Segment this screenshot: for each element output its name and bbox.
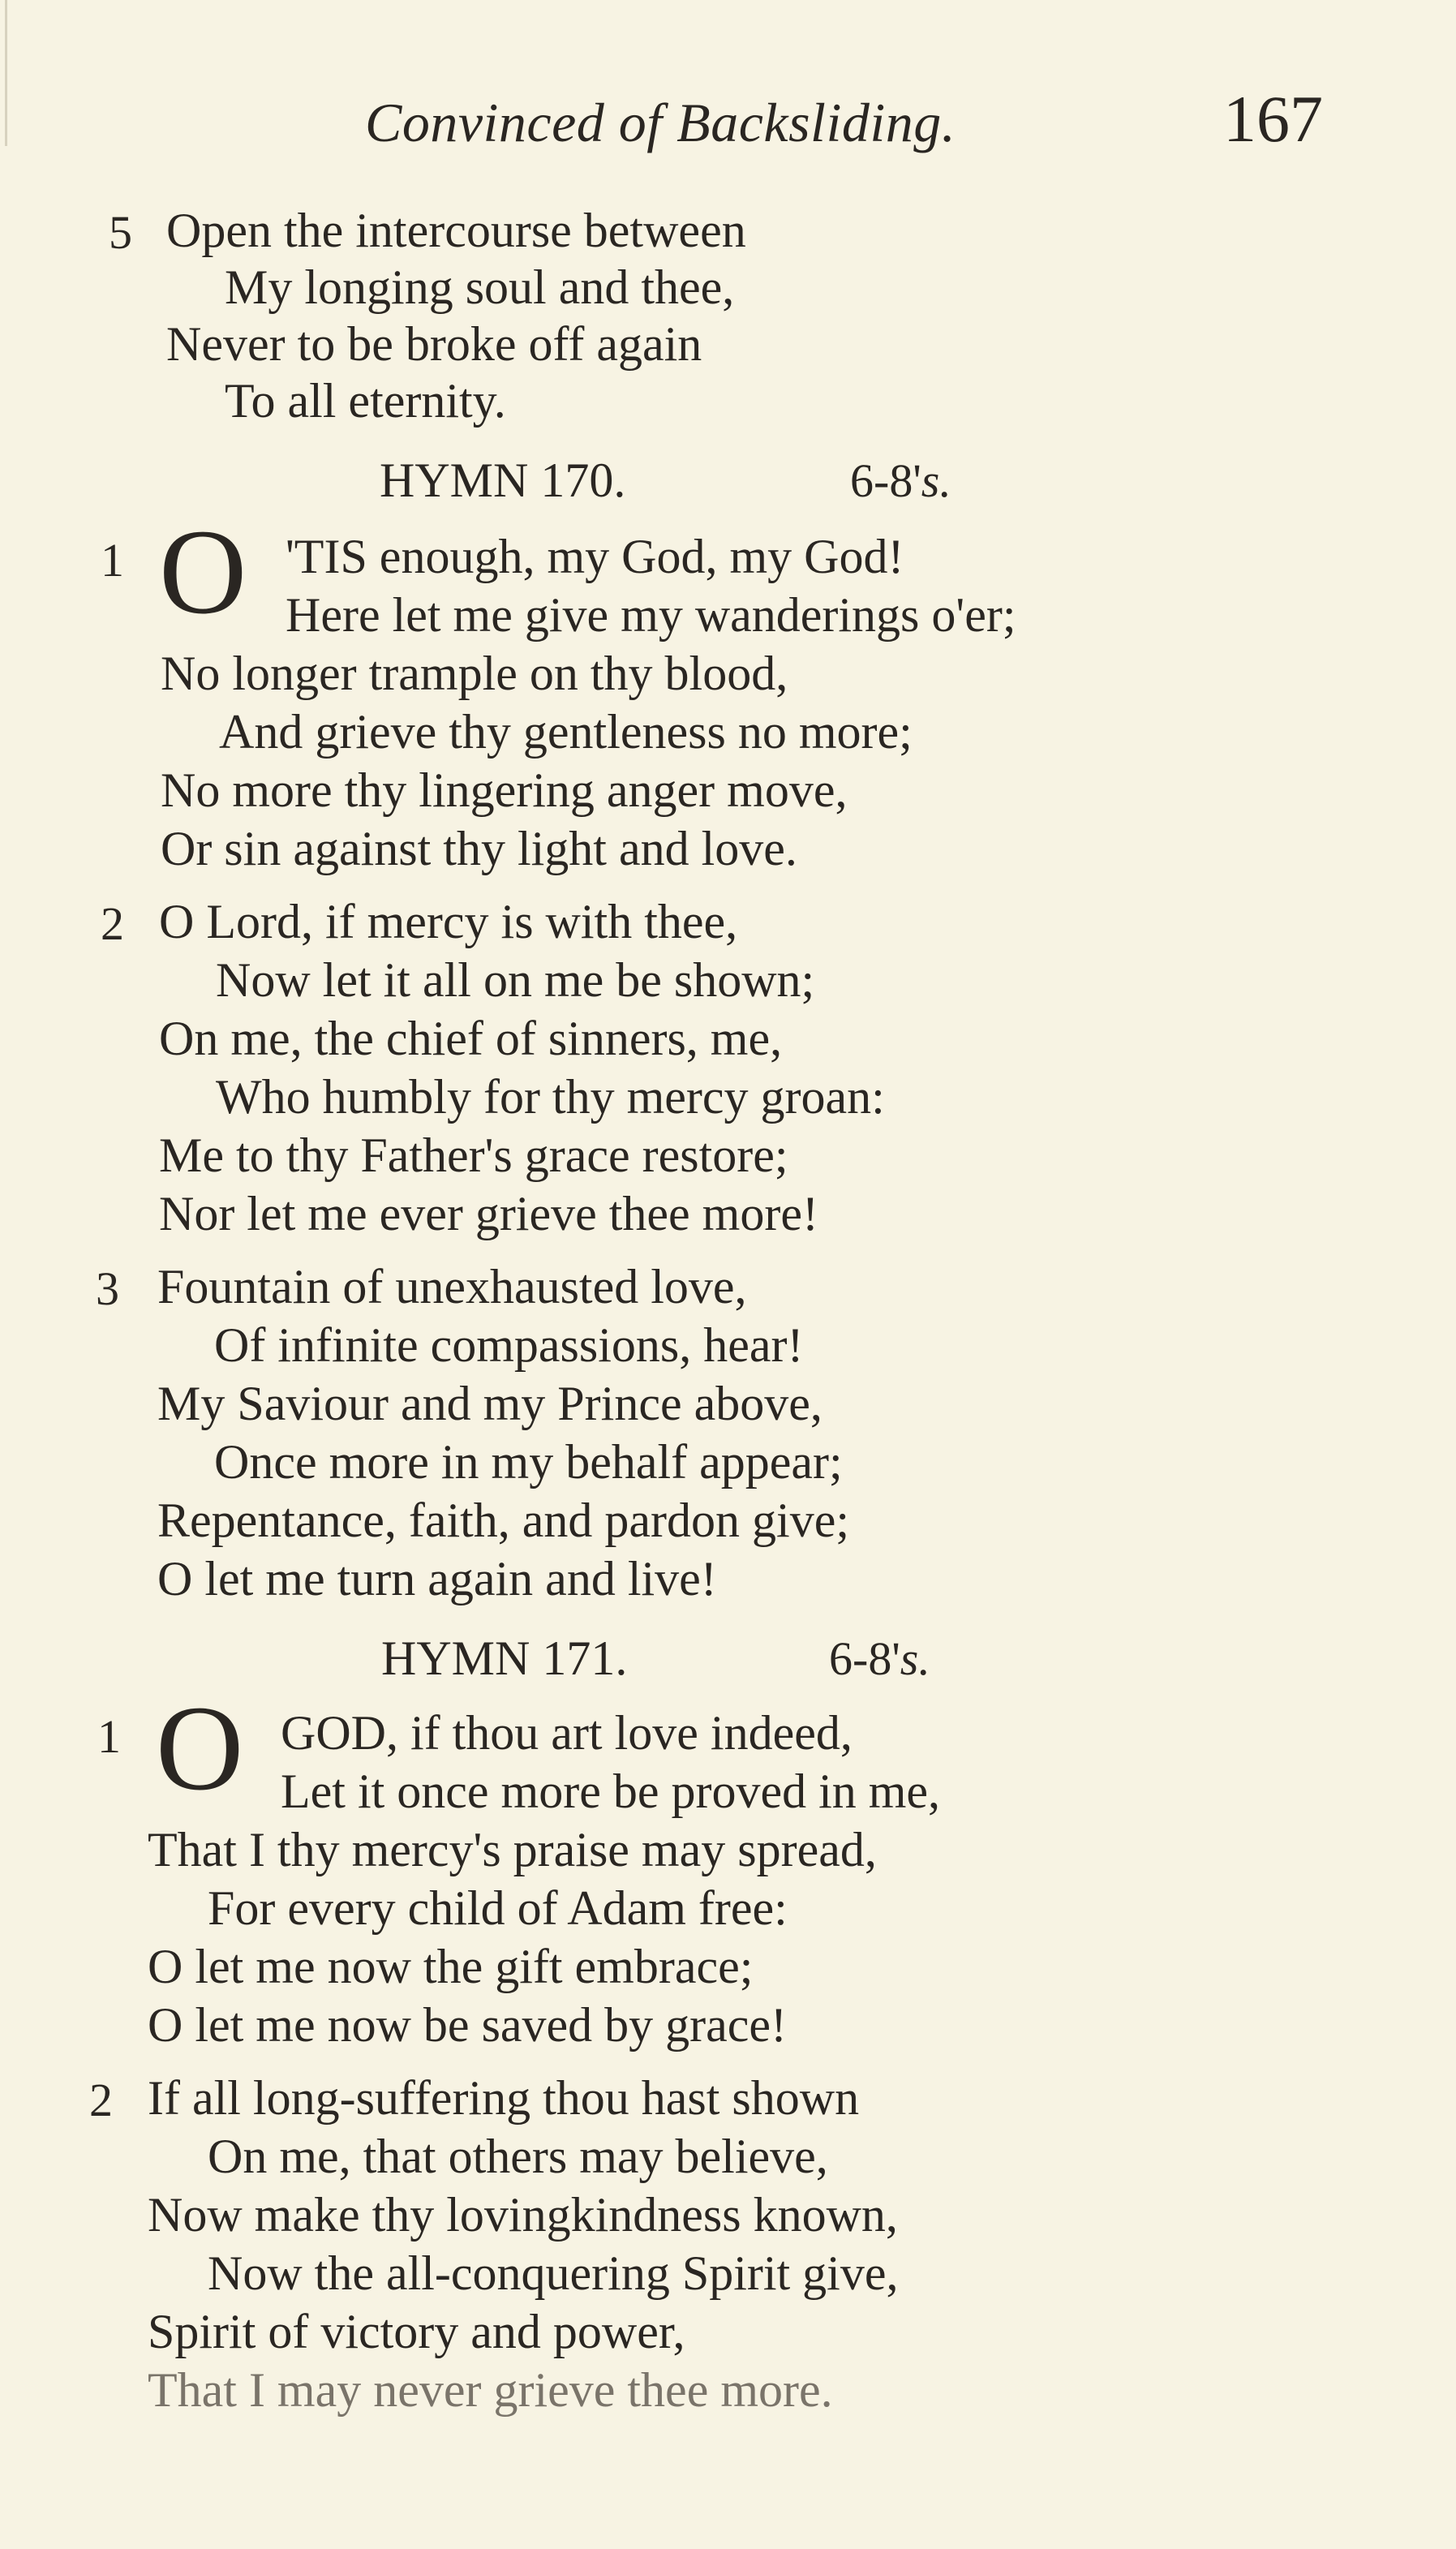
- page-edge: [5, 0, 7, 146]
- hymn-meter: 6-8's.: [850, 454, 951, 507]
- verse-line: Nor let me ever grieve thee more!: [159, 1187, 818, 1240]
- verse-line: O Lord, if mercy is with thee,: [159, 895, 738, 948]
- verse-number: 1: [97, 1710, 121, 1763]
- verse-line: For every child of Adam free:: [208, 1881, 788, 1935]
- verse-line: Of infinite compassions, hear!: [214, 1318, 804, 1372]
- running-header: Convinced of Backsliding.: [365, 92, 956, 153]
- verse-line: That I may never grieve thee more.: [148, 2363, 833, 2417]
- verse-line: My longing soul and thee,: [225, 260, 735, 314]
- verse-line: Here let me give my wanderings o'er;: [286, 588, 1016, 642]
- verse-line: My Saviour and my Prince above,: [157, 1377, 822, 1430]
- verse-line: Me to thy Father's grace restore;: [159, 1128, 788, 1182]
- verse-line: No longer trample on thy blood,: [161, 647, 788, 700]
- verse-line: GOD, if thou art love indeed,: [281, 1706, 853, 1760]
- verse-number: 3: [96, 1262, 119, 1315]
- verse-line: Who humbly for thy mercy groan:: [216, 1070, 885, 1124]
- verse-line: O let me now be saved by grace!: [148, 1998, 788, 2052]
- verse-line: Fountain of unexhausted love,: [157, 1260, 747, 1313]
- verse-line: If all long-suffering thou hast shown: [148, 2071, 860, 2125]
- verse-line: No more thy lingering anger move,: [161, 763, 848, 817]
- verse-line: Never to be broke off again: [166, 317, 702, 371]
- verse-line: Repentance, faith, and pardon give;: [157, 1494, 850, 1547]
- hymn-title: HYMN 171.: [381, 1631, 628, 1685]
- verse-number: 1: [101, 534, 124, 587]
- verse-line: O let me now the gift embrace;: [148, 1940, 754, 1993]
- verse-line: 'TIS enough, my God, my God!: [286, 530, 904, 583]
- hymn-title: HYMN 170.: [380, 453, 626, 507]
- verse-line: Now the all-conquering Spirit give,: [208, 2246, 899, 2300]
- verse-line: And grieve thy gentleness no more;: [219, 705, 913, 759]
- verse-number: 2: [89, 2074, 113, 2126]
- verse-line: To all eternity.: [225, 374, 506, 428]
- verse-line: That I thy mercy's praise may spread,: [148, 1823, 877, 1876]
- verse-line: Once more in my behalf appear;: [214, 1435, 843, 1489]
- verse-line: Spirit of victory and power,: [148, 2305, 685, 2358]
- verse-number: 2: [101, 897, 124, 950]
- verse-line: Or sin against thy light and love.: [161, 822, 797, 875]
- verse-line: O let me turn again and live!: [157, 1552, 717, 1605]
- verse-number: 5: [109, 206, 132, 259]
- page-number: 167: [1223, 82, 1323, 156]
- verse-line: On me, the chief of sinners, me,: [159, 1012, 783, 1065]
- hymn-meter: 6-8's.: [829, 1632, 930, 1685]
- verse-line: Let it once more be proved in me,: [281, 1765, 941, 1818]
- verse-line: Now make thy lovingkindness known,: [148, 2188, 898, 2242]
- verse-line: On me, that others may believe,: [208, 2130, 828, 2183]
- drop-cap: O: [156, 1681, 244, 1816]
- verse-line: Open the intercourse between: [166, 204, 746, 257]
- verse-line: Now let it all on me be shown;: [216, 953, 815, 1007]
- drop-cap: O: [159, 505, 247, 639]
